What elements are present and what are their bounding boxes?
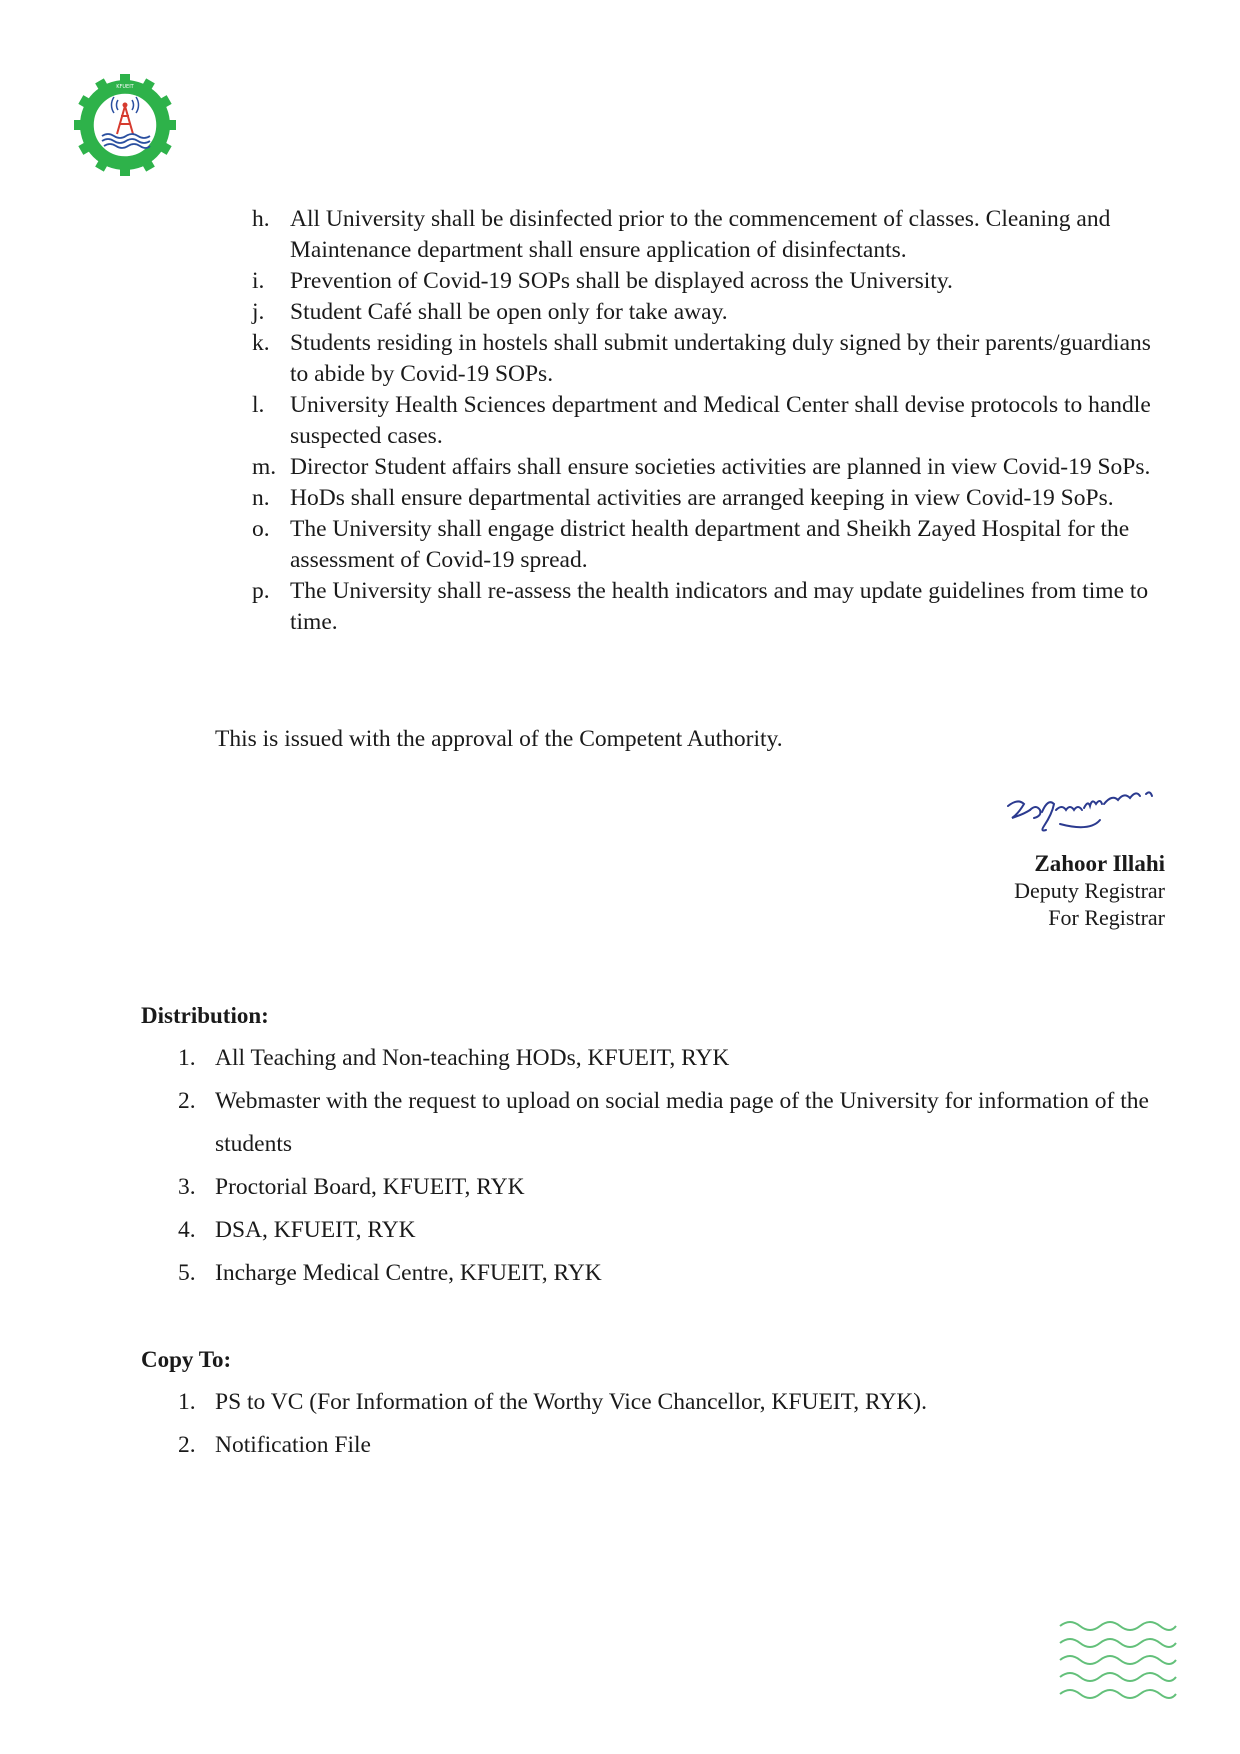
green-waves-icon: [1058, 1616, 1178, 1708]
sop-item: [252, 328, 1172, 390]
list-item-text: Proctorial Board, KFUEIT, RYK: [215, 1174, 525, 1200]
item-marker: h.: [252, 206, 270, 232]
signatory-title: Deputy Registrar: [1014, 878, 1165, 903]
item-text: Student Café shall be open only for take away.: [290, 299, 728, 325]
list-marker: 3.: [178, 1174, 196, 1200]
sop-item: [252, 576, 1172, 638]
list-marker: 2.: [178, 1088, 196, 1114]
item-marker: m.: [252, 454, 277, 480]
copy-to-heading: Copy To:: [141, 1347, 232, 1372]
sop-item: [252, 297, 1172, 328]
list-item-text: All Teaching and Non-teaching HODs, KFUEIT, RYK: [215, 1045, 730, 1071]
item-text: HoDs shall ensure departmental activities are arranged keeping in view Covid-19 SoPs.: [290, 485, 1114, 511]
list-marker: 4.: [178, 1217, 196, 1243]
list-marker: 5.: [178, 1260, 196, 1286]
list-marker: 1.: [178, 1389, 196, 1415]
item-text: Prevention of Covid-19 SOPs shall be displayed across the University.: [290, 268, 953, 294]
seal-lettering: KFUEIT: [116, 84, 134, 90]
item-marker: k.: [252, 330, 270, 356]
item-text: The University shall engage district health department and Sheikh Zayed Hospital for the assessment of Covid-19 spread.: [290, 516, 1130, 573]
list-item: [178, 1252, 1163, 1295]
list-item-text: DSA, KFUEIT, RYK: [215, 1217, 416, 1243]
list-marker: 2.: [178, 1432, 196, 1458]
item-text: The University shall re-assess the health indicators and may update guidelines from time to time.: [290, 578, 1149, 635]
item-marker: i.: [252, 268, 265, 294]
sop-item: [252, 266, 1172, 297]
list-item-text: Webmaster with the request to upload on social media page of the University for information of the students: [215, 1088, 1149, 1157]
item-marker: l.: [252, 392, 265, 418]
list-item: [178, 1080, 1163, 1166]
signatory-subtitle: For Registrar: [1048, 905, 1165, 930]
list-item-text: Notification File: [215, 1432, 371, 1458]
signatory-block: [1014, 850, 1165, 931]
list-item: [178, 1424, 1163, 1467]
item-marker: j.: [252, 299, 265, 325]
list-item: [178, 1166, 1163, 1209]
sop-item: [252, 514, 1172, 576]
list-item-text: Incharge Medical Centre, KFUEIT, RYK: [215, 1260, 602, 1286]
sop-item: [252, 204, 1172, 266]
item-text: Director Student affairs shall ensure societies activities are planned in view Covid-19 SoPs.: [290, 454, 1151, 480]
list-item: [178, 1209, 1163, 1252]
item-marker: n.: [252, 485, 270, 511]
item-text: All University shall be disinfected prior to the commencement of classes. Cleaning and Maintenance department shall ensure application of disinfectants.: [290, 206, 1111, 263]
item-text: Students residing in hostels shall submit undertaking duly signed by their parents/guardians to abide by Covid-19 SOPs.: [290, 330, 1151, 387]
copy-to-list: [178, 1381, 1163, 1467]
sop-item: [252, 483, 1172, 514]
distribution-heading: Distribution:: [141, 1003, 269, 1028]
sop-item-list: [252, 204, 1172, 638]
item-marker: o.: [252, 516, 270, 542]
list-item-text: PS to VC (For Information of the Worthy Vice Chancellor, KFUEIT, RYK).: [215, 1389, 927, 1415]
list-marker: 1.: [178, 1045, 196, 1071]
signatory-name: Zahoor Illahi: [1034, 851, 1165, 876]
handwritten-signature-icon: [1000, 780, 1165, 850]
university-seal-icon: [72, 72, 178, 178]
list-item: [178, 1037, 1163, 1080]
list-item: [178, 1381, 1163, 1424]
sop-item: [252, 390, 1172, 452]
approval-statement: This is issued with the approval of the Competent Authority.: [215, 726, 783, 752]
item-text: University Health Sciences department and Medical Center shall devise protocols to handle suspected cases.: [290, 392, 1151, 449]
sop-item: [252, 452, 1172, 483]
item-marker: p.: [252, 578, 270, 604]
distribution-list: [178, 1037, 1163, 1295]
